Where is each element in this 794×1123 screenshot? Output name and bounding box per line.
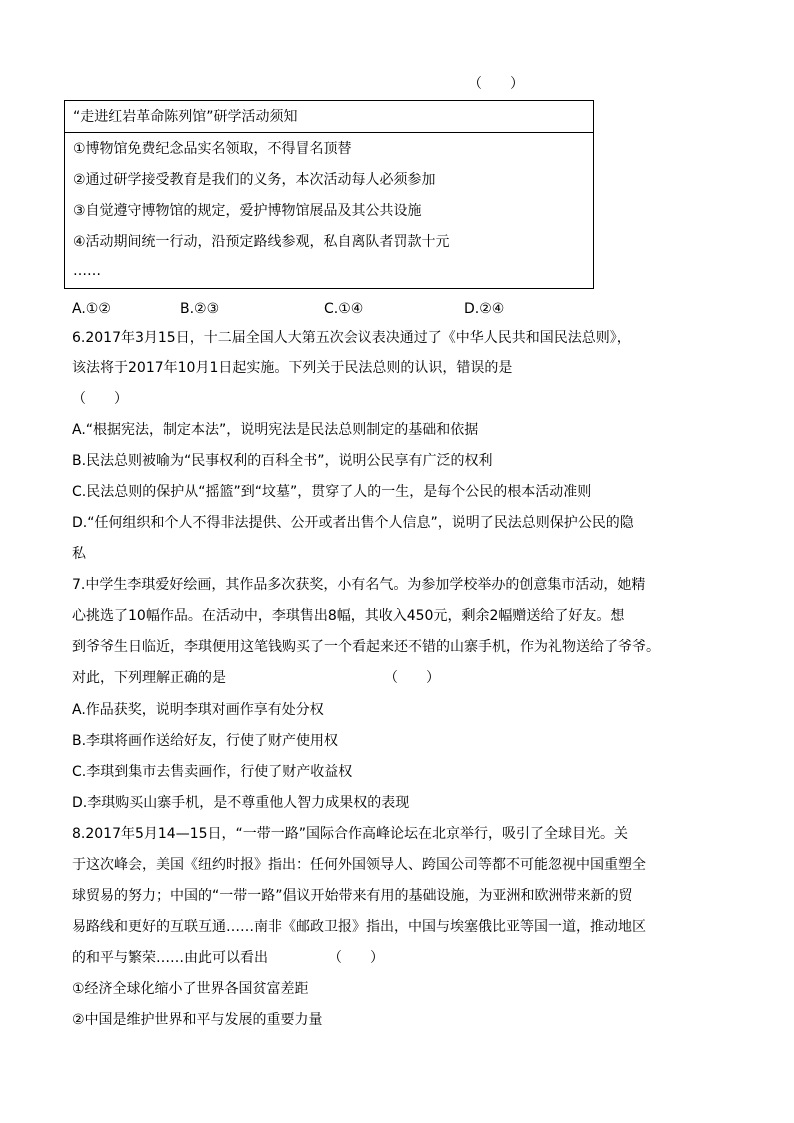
q8-stem: 8.2017年5月14—15日，“一带一路”国际合作高峰论坛在北京举行，吸引了全球目光。关 xyxy=(72,826,629,842)
q6-option-a: A.“根据宪法，制定本法”，说明宪法是民法总则制定的基础和依据 xyxy=(72,422,479,438)
q6-option-c: C.民法总则的保护从“摇篮”到“坟墓”，贯穿了人的一生，是每个公民的根本活动准则 xyxy=(72,484,592,500)
q8-answer-blank: （ ） xyxy=(328,950,384,966)
q8-stem: 于这次峰会，美国《纽约时报》指出：任何外国领导人、跨国公司等都不可能忽视中国重塑全 xyxy=(72,857,646,873)
q8-statement: ②中国是维护世界和平与发展的重要力量 xyxy=(72,1012,323,1028)
notice-rule: ③自觉遵守博物馆的规定，爱护博物馆展品及其公共设施 xyxy=(73,203,422,219)
q5-option-c: C.①④ xyxy=(324,301,364,317)
q6-option-b: B.民法总则被喻为“民事权利的百科全书”，说明公民享有广泛的权利 xyxy=(72,453,493,469)
q5-option-b: B.②③ xyxy=(180,301,220,317)
notice-rule: ④活动期间统一行动，沿预定路线参观，私自离队者罚款十元 xyxy=(73,234,450,250)
q6-option-d-cont: 私 xyxy=(72,546,86,562)
q5-option-d: D.②④ xyxy=(464,301,505,317)
notice-title: “走进红岩革命陈列馆”研学活动须知 xyxy=(73,109,298,125)
q7-option-c: C.李琪到集市去售卖画作，行使了财产收益权 xyxy=(72,764,353,780)
q8-stem: 球贸易的努力；中国的“一带一路”倡议开始带来有用的基础设施，为亚洲和欧洲带来新的贸 xyxy=(72,888,633,904)
q7-stem: 7.中学生李琪爱好绘画，其作品多次获奖，小有名气。为参加学校举办的创意集市活动，她精 xyxy=(72,577,646,593)
notice-ellipsis: …… xyxy=(73,263,101,279)
notice-rule: ②通过研学接受教育是我们的义务，本次活动每人必须参加 xyxy=(73,172,436,188)
q7-option-a: A.作品获奖，说明李琪对画作享有处分权 xyxy=(72,702,324,718)
q8-stem: 易路线和更好的互联互通……南非《邮政卫报》指出，中国与埃塞俄比亚等国一道，推动地区 xyxy=(72,919,646,935)
q8-stem: 的和平与繁荣……由此可以看出 xyxy=(72,950,268,966)
notice-rule: ①博物馆免费纪念品实名领取，不得冒名顶替 xyxy=(73,141,352,157)
q8-statement: ①经济全球化缩小了世界各国贫富差距 xyxy=(72,981,309,997)
notice-table xyxy=(64,100,594,289)
q6-stem: 6.2017年3月15日，十二届全国人大第五次会议表决通过了《中华人民共和国民法总则》， xyxy=(72,330,631,346)
q5-option-a: A.①② xyxy=(72,301,111,317)
notice-table-header xyxy=(65,101,593,133)
q7-stem: 对此，下列理解正确的是 xyxy=(72,670,226,686)
q7-stem: 到爷爷生日临近，李琪便用这笔钱购买了一个看起来还不错的山寨手机，作为礼物送给了爷爷。 xyxy=(72,639,660,655)
q7-stem: 心挑选了10幅作品。在活动中，李琪售出8幅，其收入450元，剩余2幅赠送给了好友。想 xyxy=(72,608,625,624)
q7-option-d: D.李琪购买山寨手机，是不尊重他人智力成果权的表现 xyxy=(72,795,410,811)
q7-answer-blank: （ ） xyxy=(384,670,440,686)
q6-option-d: D.“任何组织和个人不得非法提供、公开或者出售个人信息”，说明了民法总则保护公民的隐 xyxy=(72,515,634,531)
q7-option-b: B.李琪将画作送给好友，行使了财产使用权 xyxy=(72,733,339,749)
q6-stem: 该法将于2017年10月1日起实施。下列关于民法总则的认识，错误的是 xyxy=(72,360,513,376)
answer-blank: （ ） xyxy=(468,76,524,92)
q6-answer-blank: （ ） xyxy=(72,391,128,407)
